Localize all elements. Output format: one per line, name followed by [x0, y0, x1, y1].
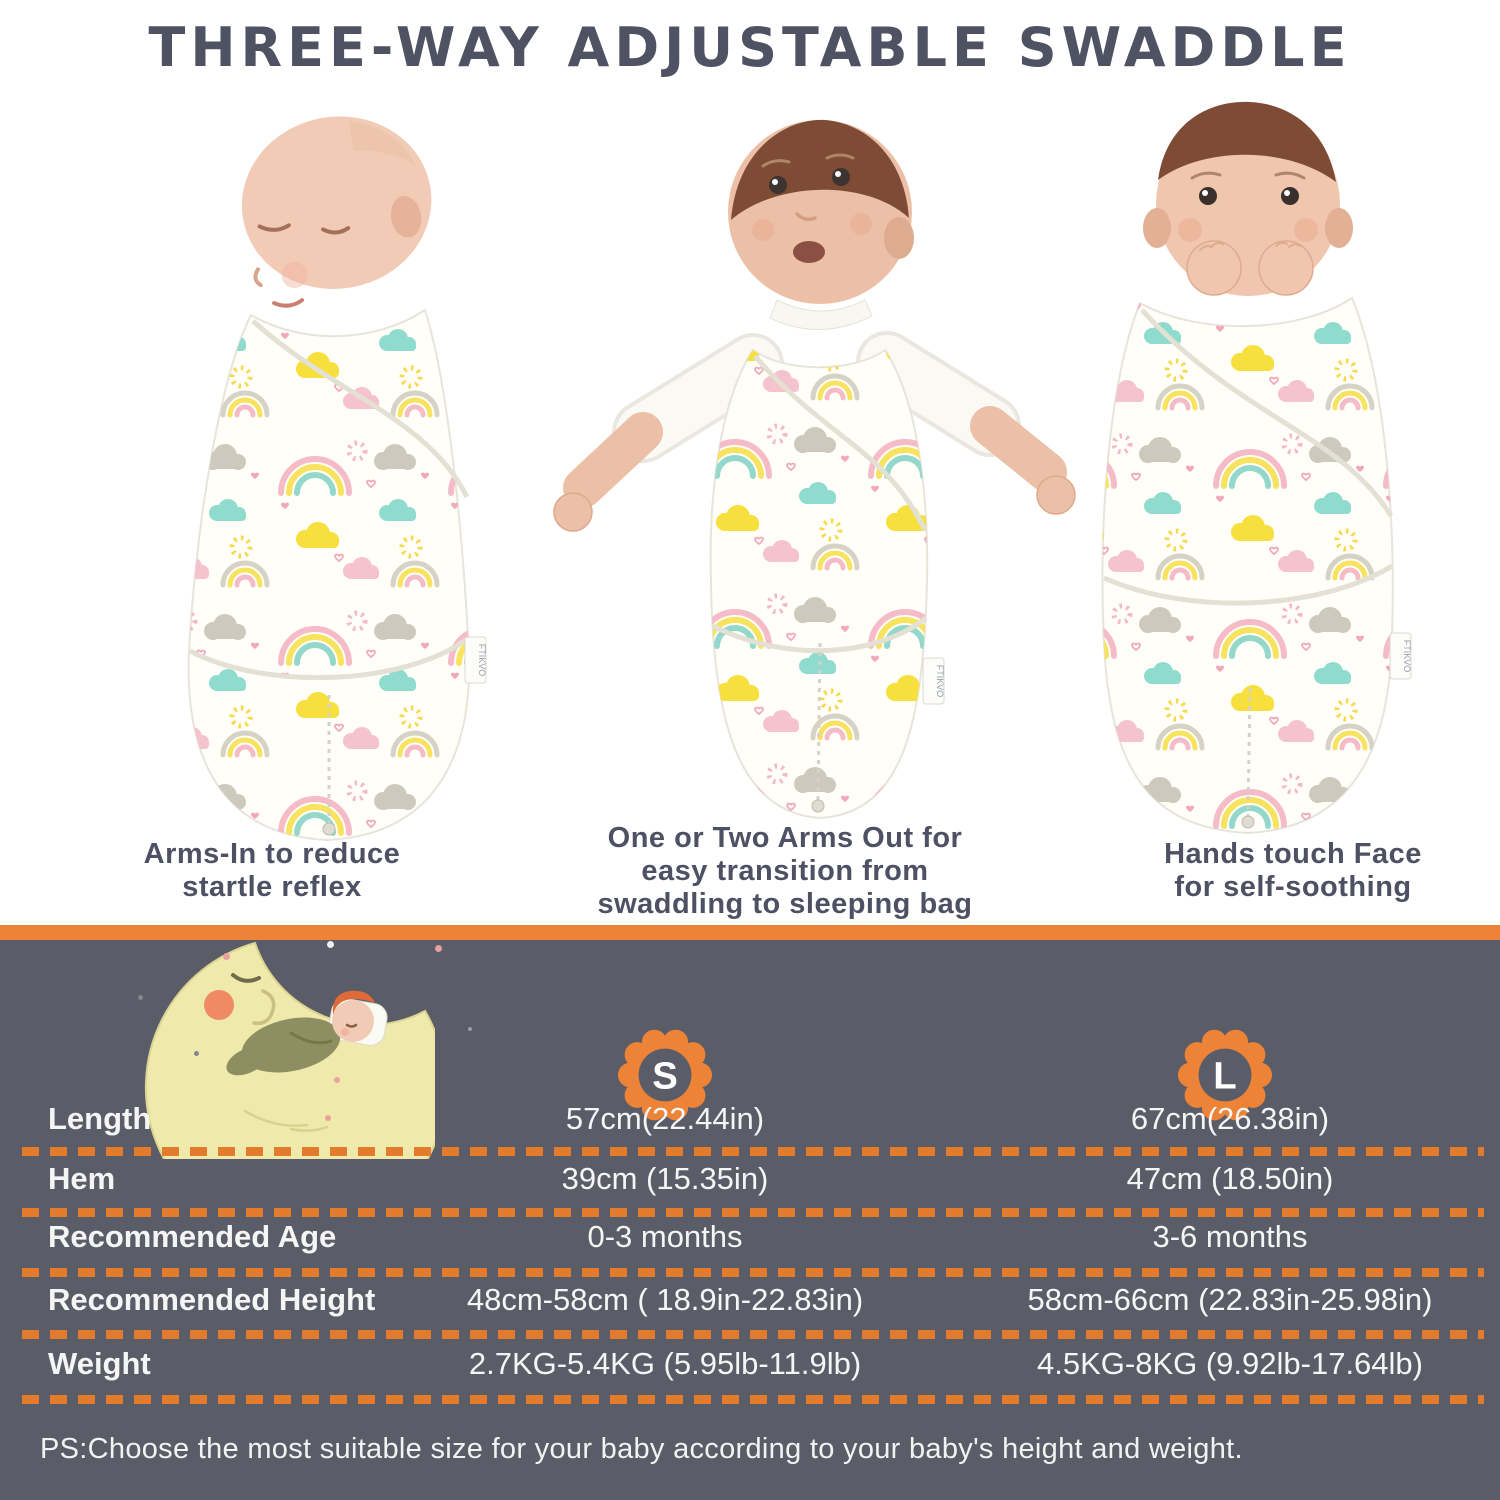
dashed-separator: [22, 1147, 1484, 1156]
baby-arms-in-illustration: [105, 95, 545, 850]
baby-head: [1143, 102, 1353, 296]
star-dot: [468, 1027, 472, 1031]
row-label: Recommended Height: [48, 1282, 376, 1317]
caption-line: Hands touch Face: [1164, 838, 1422, 870]
page-title: THREE-WAY ADJUSTABLE SWADDLE: [148, 16, 1352, 79]
caption-line: Arms-In to reduce: [143, 838, 401, 870]
row-label: Weight: [48, 1346, 151, 1381]
brand-tag: [1390, 633, 1412, 679]
table-row-weight: [0, 1346, 1500, 1388]
row-label: Recommended Age: [48, 1219, 337, 1254]
row-value-l: 4.5KG-8KG (9.92lb-17.64lb): [1037, 1346, 1423, 1381]
dashed-separator: [22, 1330, 1484, 1339]
accent-bar: [0, 925, 1500, 940]
row-value-l: 3-6 months: [1152, 1219, 1308, 1254]
feature-caption-hands-touch-face: [1078, 838, 1500, 904]
brand-tag-text: FTIKVO: [477, 643, 487, 677]
size-l-label: L: [1213, 1054, 1237, 1098]
row-label: Length: [48, 1101, 152, 1136]
brand-tag-text: FTIKVO: [1402, 639, 1412, 673]
star-dot: [327, 941, 334, 948]
row-label: Hem: [48, 1161, 116, 1196]
dashed-separator: [22, 1395, 1484, 1404]
caption-line: for self-soothing: [1174, 871, 1412, 903]
dashed-separator: [22, 1208, 1484, 1217]
caption-line: easy transition from: [641, 855, 929, 887]
size-chart-panel: [0, 925, 1500, 1500]
swaddle-bag: [1103, 298, 1413, 833]
row-value-s: 2.7KG-5.4KG (5.95lb-11.9lb): [468, 1346, 862, 1381]
row-value-s: 0-3 months: [587, 1219, 743, 1254]
table-row-recommended-age: [0, 1219, 1500, 1261]
star-dot: [334, 1077, 340, 1083]
baby-arms-out-illustration: [525, 78, 1085, 848]
baby-head: [228, 101, 446, 310]
feature-caption-arms-in: [72, 838, 472, 904]
table-row-hem: [0, 1161, 1500, 1203]
table-row-recommended-height: [0, 1282, 1500, 1324]
baby-head: [728, 120, 914, 330]
row-value-s: 48cm-58cm ( 18.9in-22.83in): [466, 1282, 864, 1317]
caption-line: swaddling to sleeping bag: [597, 888, 973, 920]
size-s-label: S: [652, 1054, 678, 1098]
swaddle-bag: [189, 310, 487, 840]
row-value-l: 67cm(26.38in): [1130, 1101, 1330, 1136]
star-dot: [194, 1051, 199, 1056]
row-value-l: 58cm-66cm (22.83in-25.98in): [1027, 1282, 1433, 1317]
row-value-s: 39cm (15.35in): [561, 1161, 769, 1196]
size-note: PS:Choose the most suitable size for your baby according to your baby's height and weight.: [40, 1433, 1243, 1465]
star-dot: [223, 953, 230, 960]
row-value-s: 57cm(22.44in): [565, 1101, 765, 1136]
caption-line: startle reflex: [182, 871, 362, 903]
swaddle-bag: [711, 350, 945, 818]
row-value-l: 47cm (18.50in): [1126, 1161, 1334, 1196]
brand-tag: [923, 658, 945, 704]
dashed-separator: [22, 1268, 1484, 1277]
table-row-length: [0, 1101, 1500, 1143]
star-dot: [435, 945, 442, 952]
star-dot: [138, 995, 143, 1000]
baby-hands-touch-face-illustration: [1040, 88, 1455, 848]
feature-caption-arms-out: [555, 822, 1015, 921]
caption-line: One or Two Arms Out for: [607, 822, 963, 854]
brand-tag: [465, 637, 487, 683]
brand-tag-text: FTIKVO: [935, 664, 945, 698]
